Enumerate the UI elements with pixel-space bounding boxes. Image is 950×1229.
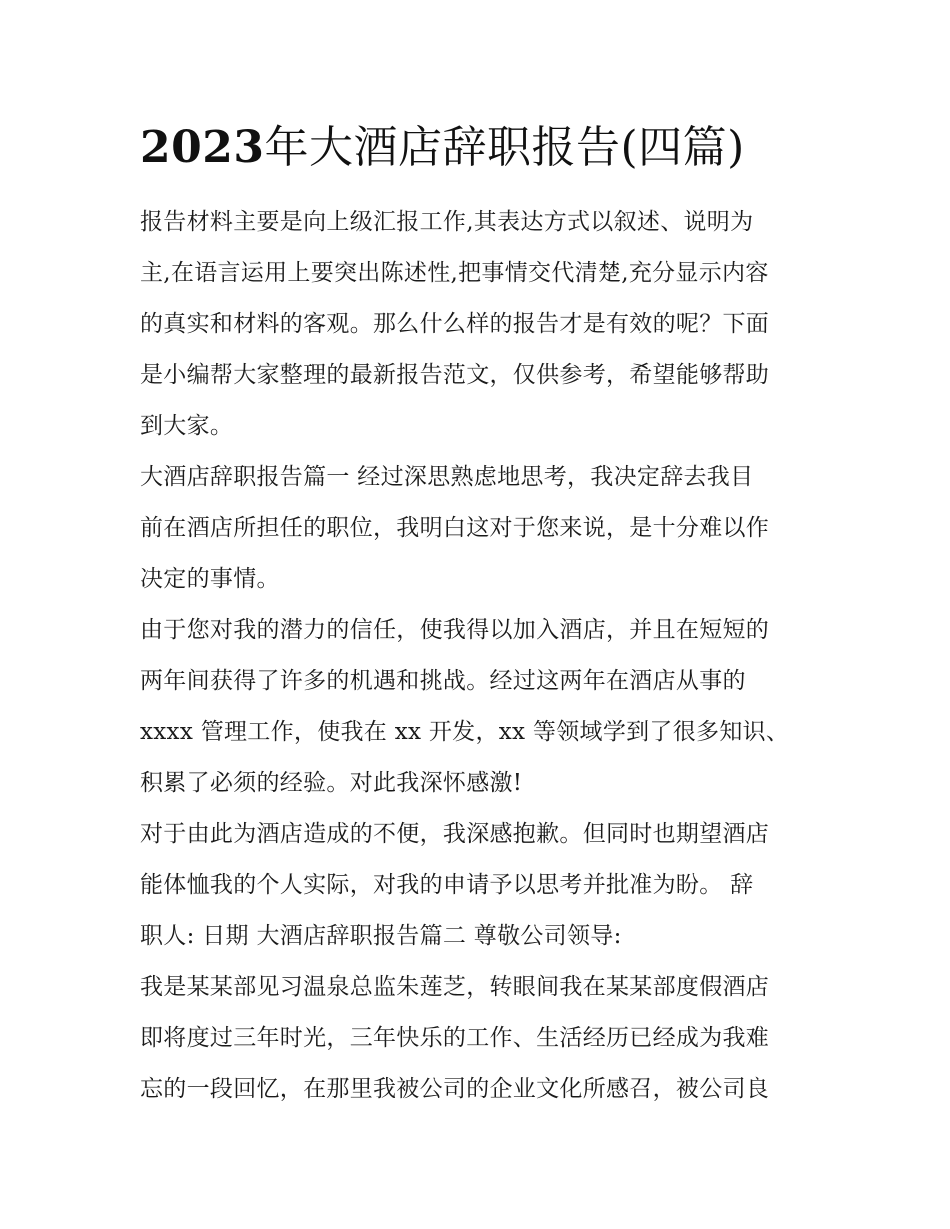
text-line: 是小编帮大家整理的最新报告范文，仅供参考，希望能够帮助 <box>140 362 770 388</box>
text-line: 能体恤我的个人实际，对我的申请予以思考并批准为盼。 辞 <box>140 872 754 898</box>
text-line: 报告材料主要是向上级汇报工作,其表达方式以叙述、说明为 <box>140 209 754 235</box>
text-line: 忘的一段回忆，在那里我被公司的企业文化所感召，被公司良 <box>140 1076 770 1102</box>
text-line: 到大家。 <box>140 413 234 439</box>
title-year: 2023 <box>140 122 265 173</box>
text-line: 两年间获得了许多的机遇和挑战。经过这两年在酒店从事的 <box>140 668 746 694</box>
paragraph-intro <box>140 197 812 452</box>
text-line: 主,在语言运用上要突出陈述性,把事情交代清楚,充分显示内容 <box>140 260 769 286</box>
text-line: 的真实和材料的客观。那么什么样的报告才是有效的呢？下面 <box>140 311 770 337</box>
text-line: xxxx 管理工作，使我在 xx 开发，xx 等领域学到了很多知识、 <box>140 719 790 745</box>
text-line: 大酒店辞职报告篇一 经过深思熟虑地思考，我决定辞去我目 <box>140 464 754 490</box>
document-title <box>140 118 745 178</box>
text-line: 职人: 日期 大酒店辞职报告篇二 尊敬公司领导: <box>140 923 622 949</box>
paragraph-gratitude <box>140 605 812 809</box>
text-line: 积累了必须的经验。对此我深怀感激! <box>140 770 523 796</box>
title-text: 年大酒店辞职报告(四篇) <box>264 122 745 173</box>
text-line: 即将度过三年时光，三年快乐的工作、生活经历已经成为我难 <box>140 1025 770 1051</box>
text-line: 前在酒店所担任的职位，我明白这对于您来说，是十分难以作 <box>140 515 770 541</box>
paragraph-report-one <box>140 452 812 605</box>
text-line: 对于由此为酒店造成的不便，我深感抱歉。但同时也期望酒店 <box>140 821 770 847</box>
text-line: 决定的事情。 <box>140 566 280 592</box>
paragraph-report-two <box>140 962 812 1115</box>
paragraph-apology <box>140 809 812 962</box>
text-line: 我是某某部见习温泉总监朱莲芝，转眼间我在某某部度假酒店 <box>140 974 770 1000</box>
text-line: 由于您对我的潜力的信任，使我得以加入酒店，并且在短短的 <box>140 617 770 643</box>
document-body <box>140 197 812 1115</box>
